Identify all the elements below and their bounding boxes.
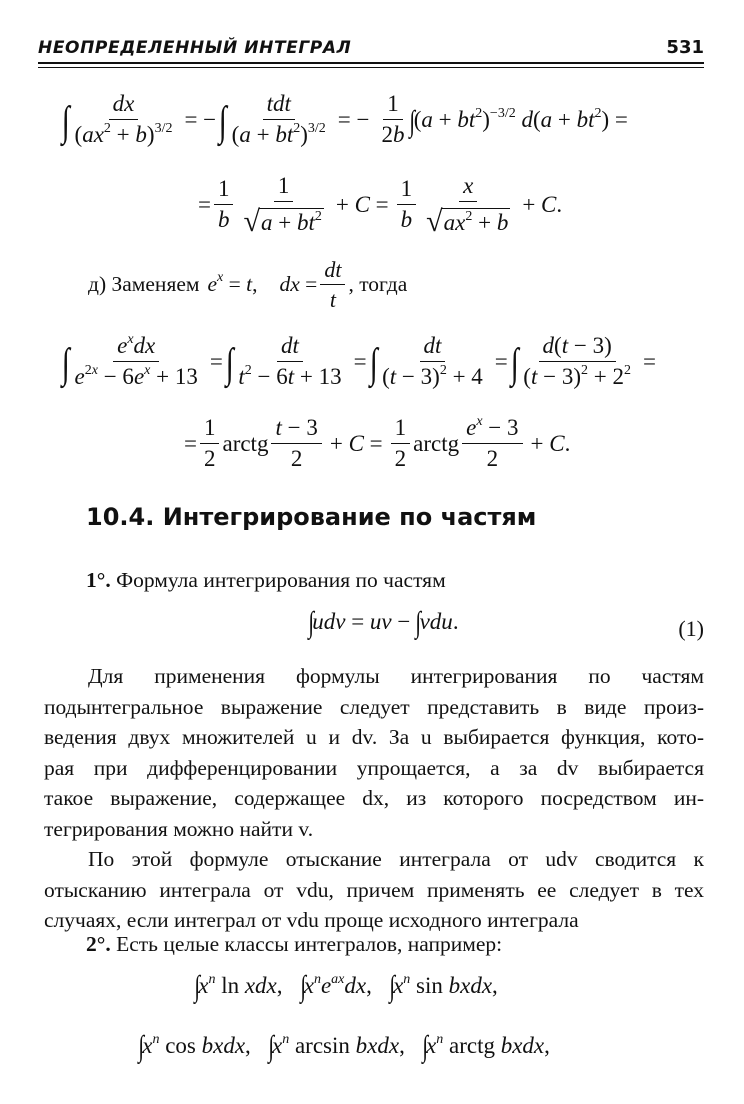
text-line: подынтегральное выражение следует представить в виде произ- <box>44 694 704 719</box>
point-1-marker: 1°. <box>86 568 111 592</box>
text-line: ведения двух множителей u и dv. За u выбирается функция, кото- <box>44 725 704 749</box>
text-line: тегрирования можно найти v. <box>44 816 314 841</box>
formula-line-4: = $\frac{1}{2}$ arctg $\frac{t - 3}{2}$ + C = $\frac{1}{2}$ arctg $\frac{e^x - 3}{2}$ + C. <box>184 414 571 472</box>
running-header <box>38 34 704 64</box>
point-2 <box>86 928 502 960</box>
text-line: случаях, если интеграл от vdu проще исходного интеграла <box>44 908 579 932</box>
item-d-label: д) Заменяем <box>88 272 200 297</box>
formula-line-1: ∫ $\frac{dx}{(ax^2 + b)^{3/2}}$ = − ∫ $\frac{\text{tdt}}{(a + bt^2)^{3/2}}$ = − $\frac{1}{2b}$ ∫ $(a + bt^2)^{-3/2}$ $d(a + bt^2)$ = <box>61 91 628 148</box>
header-rule-thick <box>38 62 704 64</box>
point-1 <box>86 564 446 596</box>
text-line: По этой формуле отыскание интеграла от udv сводится к <box>88 847 704 871</box>
integral-classes-row-2: ∫ $x^n$ cos bxdx, ∫ $x^n$ arcsin bxdx, ∫ $x^n$ arctg bxdx, <box>138 1030 550 1063</box>
text-line: Для применения формулы интегрирования по частям <box>88 664 704 688</box>
item-d-line: д) Заменяем $e^x = t$, dx = $\frac{dt}{t}$ , тогда <box>88 257 408 313</box>
page-number: 531 <box>666 37 704 58</box>
point-2-marker: 2°. <box>86 932 111 956</box>
running-title: НЕОПРЕДЕЛЕННЫЙ ИНТЕГРАЛ <box>38 38 352 58</box>
integral-classes-row-1: ∫ $x^n$ ln xdx, ∫ $x^ne^{ax}dx$, ∫ $x^n$ sin bxdx, <box>194 970 498 1003</box>
point-1-text: Формула интегрирования по частям <box>116 568 446 592</box>
header-rule-thin <box>38 67 704 68</box>
paragraph-1 <box>44 661 704 844</box>
equation-number: (1) <box>678 616 704 641</box>
section-heading: 10.4. Интегрирование по частям <box>86 503 537 531</box>
text-line: рая при дифференцировании упрощается, а за dv выбирается <box>44 755 704 780</box>
paragraph-2 <box>44 844 704 936</box>
formula-line-2: = $\frac{1}{b}$ 1 √ $a + bt^2$ + C = $\frac{1}{b}$ x √ $ax^2 + b$ + C. <box>198 173 563 239</box>
text-line: такое выражение, содержащее dx, из которого посредством ин- <box>44 786 704 810</box>
formula-parts: ∫ udv = uv − ∫ vdu. <box>308 606 459 639</box>
text-line: отысканию интеграла от vdu, причем применять ее следует в тех <box>44 877 704 902</box>
item-d-then: тогда <box>359 272 408 297</box>
point-2-text: Есть целые классы интегралов, например: <box>116 932 503 956</box>
formula-line-3: ∫ $\frac{e^xdx}{e^{2x} - 6e^x + 13}$ = ∫ $\frac{dt}{t^2 - 6t + 13}$ = ∫ $\frac{dt}{(t - 3)^2 + 4}$ = ∫ $\frac{d(t - 3)}{(t - 3)^2 + 2^2}$ = <box>61 332 656 390</box>
